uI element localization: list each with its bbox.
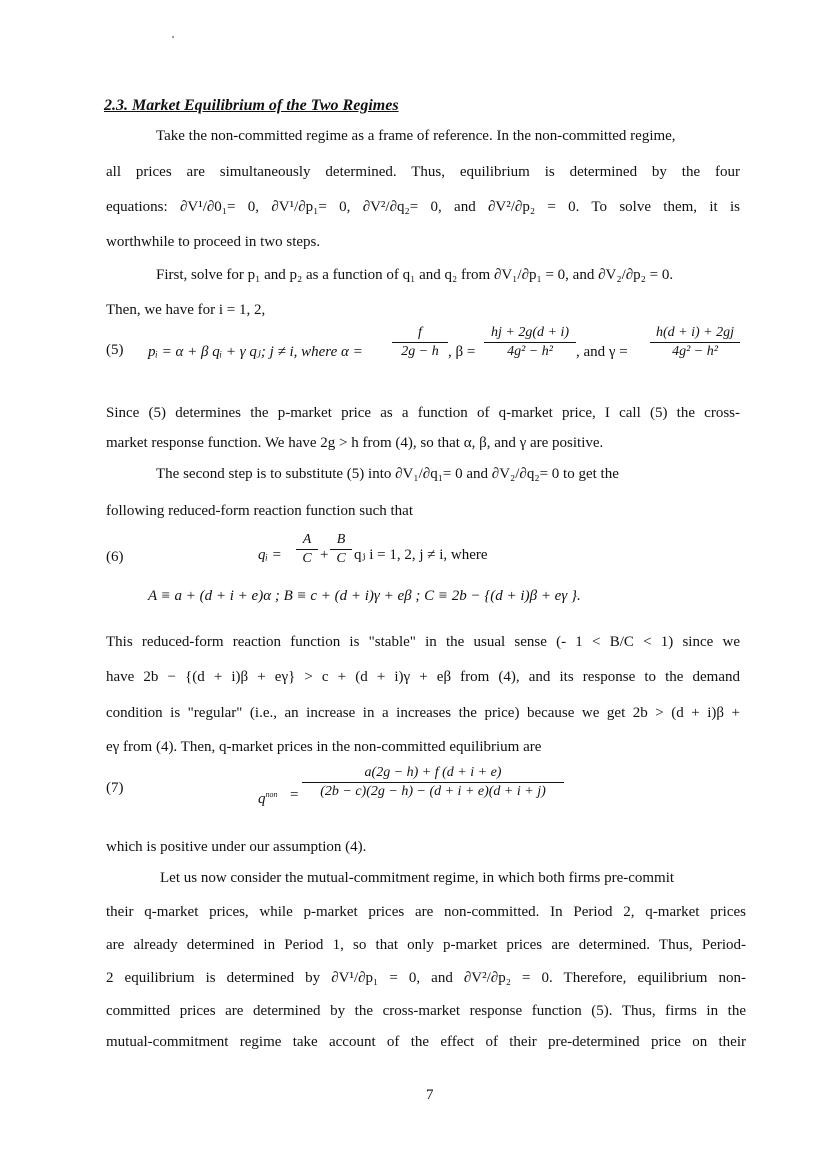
paragraph-line: Let us now consider the mutual-commitment regime, in which both firms pre-commit [160,870,675,886]
fraction-bar [302,782,564,783]
numerator: f [418,325,422,340]
paragraph-line: 2 equilibrium is determined by ∂V¹/∂p₁ = 0, and ∂V²/∂p₂ = 0. Therefore, equilibrium non- [106,970,746,986]
paragraph-line: Then, we have for i = 1, 2, [106,302,266,318]
paragraph-line: are already determined in Period 1, so that only p-market prices are determined. Thus, Period- [106,937,746,953]
fraction-bar [296,549,318,550]
fraction-gamma [650,325,740,360]
equation-6-definitions: A ≡ a + (d + i + e)α ; B ≡ c + (d + i)γ + eβ ; C ≡ 2b − {(d + i)β + eγ }. [148,588,581,604]
paragraph-line: First, solve for p₁ and p₂ as a function of q₁ and q₂ from ∂V₁/∂p₁ = 0, and ∂V₂/∂p₂ = 0. [156,267,674,283]
denominator: C [302,551,312,566]
denominator: 4g² − h² [672,344,718,359]
fraction-bar [650,342,740,343]
plus-sign: + [320,547,329,563]
fraction-b-over-c [330,532,352,567]
q-symbol: q [258,791,266,807]
paragraph-line: all prices are simultaneously determined. Thus, equilibrium is determined by the four [106,164,740,180]
paragraph-line: mutual-commitment regime take account of the effect of their pre-determined price on their [106,1034,746,1050]
numerator: A [302,532,312,547]
equation-7-lhs [258,785,278,809]
equation-text: , and γ = [576,344,628,360]
fraction-alpha [392,325,448,360]
paragraph-line: which is positive under our assumption (4). [106,839,367,855]
superscript-non: non [265,790,278,799]
equation-number: (6) [106,549,124,565]
paragraph-line: worthwhile to proceed in two steps. [106,234,321,250]
paragraph-line: their q-market prices, while p-market prices are non-committed. In Period 2, q-market prices [106,904,746,920]
equals-sign: = [290,787,299,803]
denominator: (2b − c)(2g − h) − (d + i + e)(d + i + j) [320,784,546,799]
equation-text: qⱼ i = 1, 2, j ≠ i, where [354,547,488,563]
numerator: B [336,532,346,547]
numerator: hj + 2g(d + i) [491,325,569,340]
equation-number: (7) [106,780,124,796]
denominator: 4g² − h² [507,344,553,359]
paragraph-line: This reduced-form reaction function is "stable" in the usual sense (- 1 < B/C < 1) since we [106,634,740,650]
numerator: h(d + i) + 2gj [656,325,734,340]
paragraph-line: Since (5) determines the p-market price as a function of q-market price, I call (5) the cross- [106,405,740,421]
fraction-beta [484,325,576,360]
fraction-bar [392,342,448,343]
paragraph-line: have 2b − {(d + i)β + eγ} > c + (d + i)γ + eβ from (4), and its response to the demand [106,669,740,685]
section-heading: 2.3. Market Equilibrium of the Two Regimes [104,97,399,114]
paragraph-line: equations: ∂V¹/∂0₁= 0, ∂V¹/∂p₁= 0, ∂V²/∂q₂= 0, and ∂V²/∂p₂ = 0. To solve them, it is [106,199,740,215]
page-number: 7 [426,1087,434,1103]
paragraph-line: The second step is to substitute (5) into ∂V₁/∂q₁= 0 and ∂V₂/∂q₂= 0 to get the [156,466,619,482]
equation-5-lhs: pᵢ = α + β qᵢ + γ qⱼ; j ≠ i, where α = [148,344,363,360]
paragraph-line: committed prices are determined by the cross-market response function (5). Thus, firms in the [106,1003,746,1019]
denominator: 2g − h [401,344,439,359]
paragraph-line: following reduced-form reaction function such that [106,503,413,519]
fraction-bar [484,342,576,343]
scan-speck [172,36,174,38]
paragraph-line: eγ from (4). Then, q-market prices in the non-committed equilibrium are [106,739,542,755]
numerator: a(2g − h) + f (d + i + e) [364,765,502,780]
fraction-a-over-c [296,532,318,567]
fraction-bar [330,549,352,550]
paragraph-line: market response function. We have 2g > h from (4), so that α, β, and γ are positive. [106,435,604,451]
paragraph-line: Take the non-committed regime as a frame of reference. In the non-committed regime, [156,128,676,144]
paragraph-line: condition is "regular" (i.e., an increase in a increases the price) because we get 2b > (d + i)β + [106,705,740,721]
equation-text: , β = [448,344,476,360]
fraction-qnon [302,765,564,800]
equation-6-lhs: qᵢ = [258,547,282,563]
denominator: C [336,551,346,566]
equation-number: (5) [106,342,124,358]
